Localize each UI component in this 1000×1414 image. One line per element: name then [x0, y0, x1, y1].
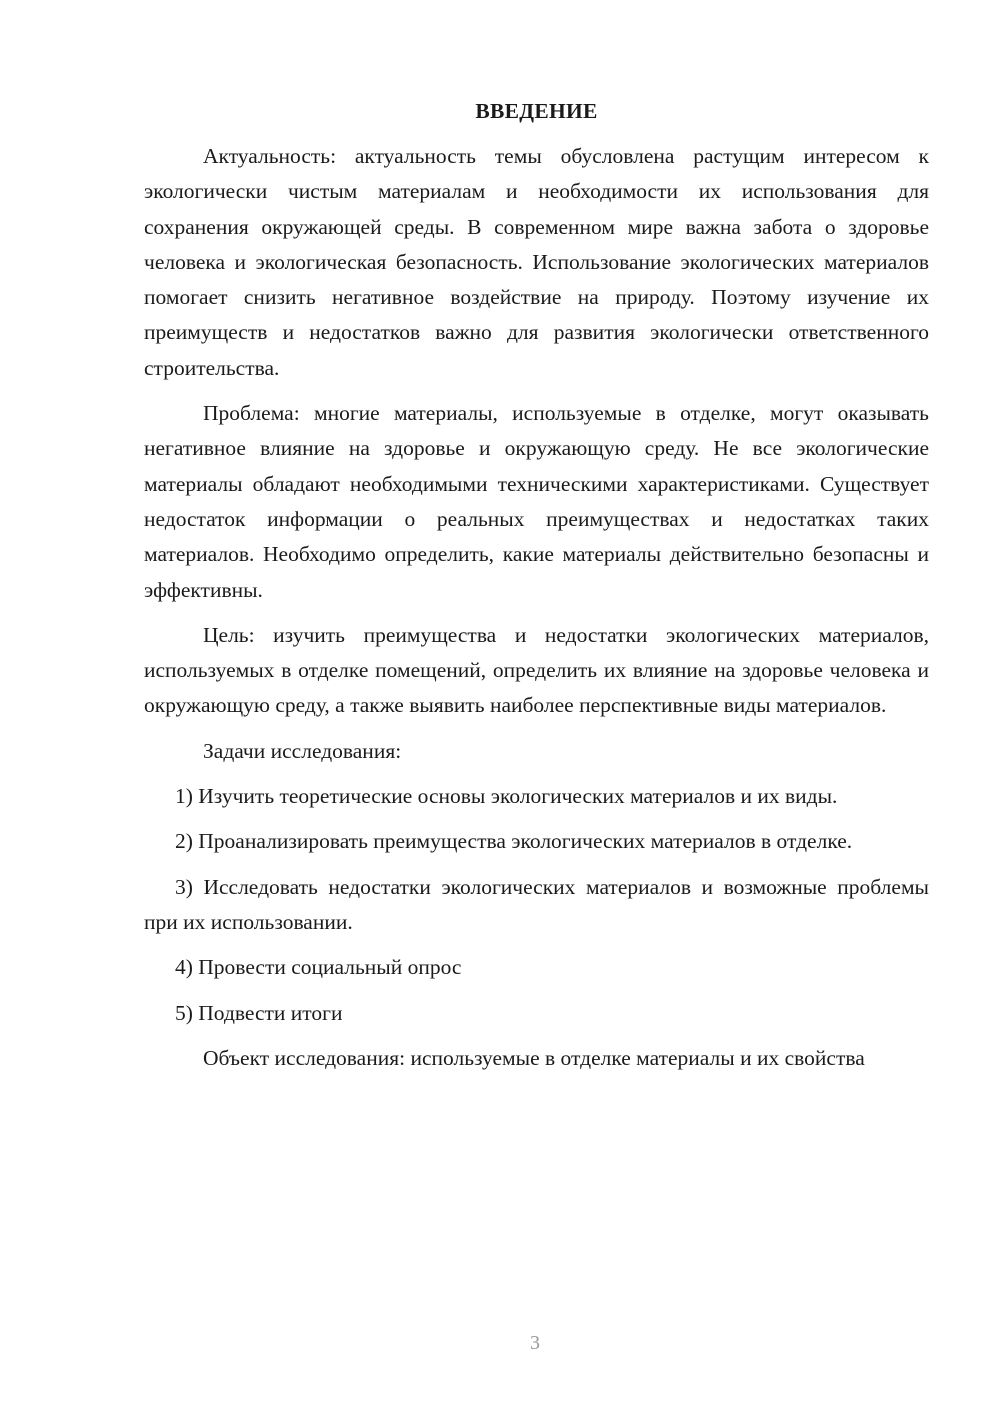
paragraph-relevance: Актуальность: актуальность темы обусловлена растущим интересом к экологически чистым материалам и необходимости их использования для сохранения окружающей среды. В современном мире важна забота о здоровье человека и экологическая безопасность. Использование экологических материалов помогает снизить негативное воздействие на природу. Поэтому изучение их преимуществ и недостатков важно для развития экологически ответственного строительства. [144, 144, 929, 380]
paragraph-object: Объект исследования: используемые в отделке материалы и их свойства [203, 1045, 865, 1070]
paragraph-tasks-heading: Задачи исследования: [203, 738, 402, 763]
task-item-2: 2) Проанализировать преимущества экологических материалов в отделке. [175, 829, 853, 854]
task-item-5: 5) Подвести итоги [175, 1000, 343, 1025]
task-item-3: 3) Исследовать недостатки экологических материалов и возможные проблемы при их использовании. [144, 874, 929, 934]
section-title: ВВЕДЕНИЕ [475, 99, 598, 123]
document-page [144, 95, 929, 1086]
task-item-1: 1) Изучить теоретические основы экологических материалов и их виды. [175, 784, 838, 809]
paragraph-goal: Цель: изучить преимущества и недостатки экологических материалов, используемых в отделке помещений, определить их влияние на здоровье человека и окружающую среду, а также выявить наиболее перспективные виды материалов. [144, 622, 929, 718]
paragraph-problem: Проблема: многие материалы, используемые в отделке, могут оказывать негативное влияние на здоровье и окружающую среду. Не все экологические материалы обладают необходимыми техническими характеристиками. Существует недостаток информации о реальных преимуществах и недостатках таких материалов. Необходимо определить, какие материалы действительно безопасны и эффективны. [144, 401, 929, 602]
task-item-4: 4) Провести социальный опрос [175, 955, 462, 980]
page-number: 3 [530, 1332, 540, 1354]
